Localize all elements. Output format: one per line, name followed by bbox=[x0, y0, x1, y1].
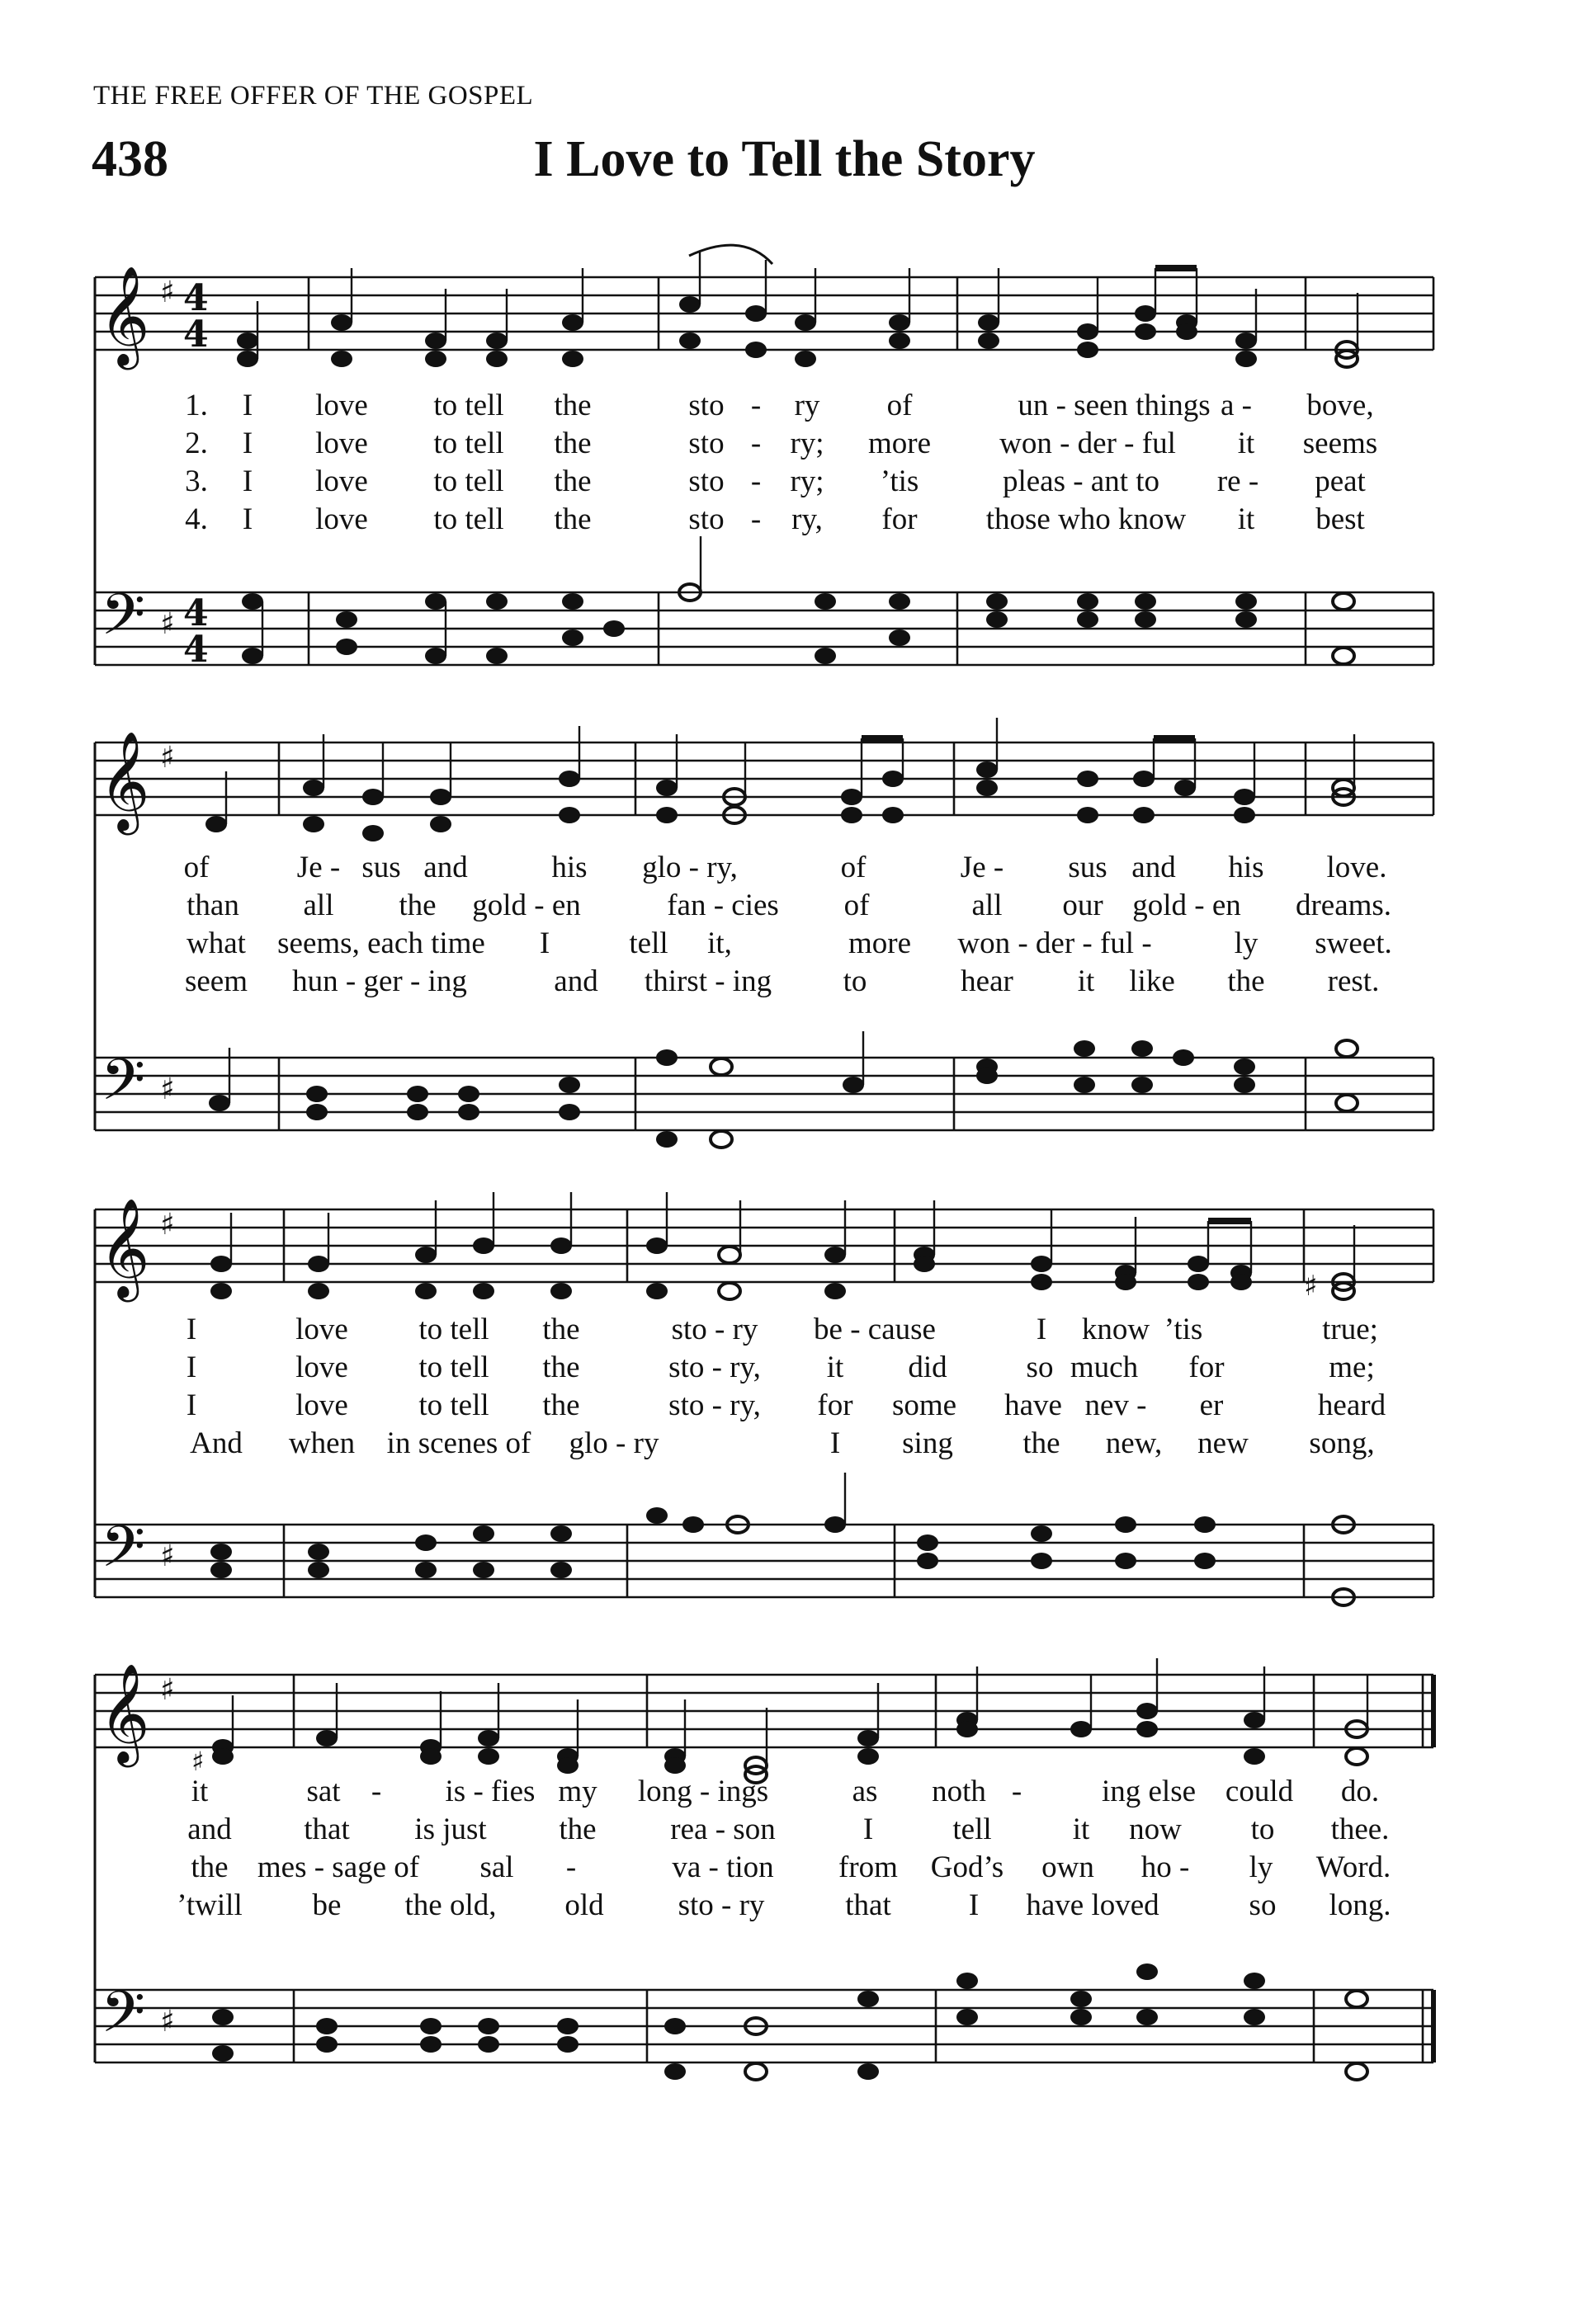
lyric-syllable: like bbox=[1129, 964, 1175, 998]
lyric-syllable: a - bbox=[1221, 389, 1252, 422]
lyric-syllable: than bbox=[187, 889, 239, 922]
lyric-syllable: ing else bbox=[1101, 1775, 1197, 1808]
lyric-syllable: more bbox=[848, 926, 912, 960]
bass-clef-icon: 𝄢 bbox=[101, 581, 146, 662]
lyric-syllable: Je - bbox=[960, 851, 1004, 884]
lyric-syllable: it bbox=[1237, 502, 1255, 536]
lyric-syllable: - bbox=[750, 502, 762, 536]
bass-staff bbox=[95, 1525, 1433, 1597]
lyric-syllable: I bbox=[862, 1813, 874, 1846]
lyric-syllable: sto - ry, bbox=[668, 1388, 761, 1422]
lyric-syllable: to tell bbox=[418, 1351, 489, 1384]
lyric-syllable: his bbox=[1228, 851, 1264, 884]
lyric-line-verse-2 bbox=[0, 888, 1582, 926]
treble-notes bbox=[191, 1658, 1367, 1783]
lyric-syllable: and bbox=[423, 851, 468, 884]
lyric-syllable: noth bbox=[932, 1775, 986, 1808]
lyric-line-verse-3 bbox=[0, 1850, 1582, 1888]
lyric-syllable: the bbox=[1022, 1426, 1060, 1460]
lyric-syllable: and bbox=[187, 1813, 232, 1846]
lyric-syllable: ly bbox=[1249, 1850, 1273, 1884]
lyric-syllable: the bbox=[554, 389, 592, 422]
sharp-icon: ♯ bbox=[160, 2004, 175, 2039]
lyric-syllable: - bbox=[1011, 1775, 1022, 1808]
lyric-syllable: er bbox=[1199, 1388, 1224, 1422]
lyric-line-verse-2 bbox=[0, 1812, 1582, 1850]
lyric-syllable: ry; bbox=[790, 427, 824, 460]
sharp-icon: ♯ bbox=[160, 1539, 175, 1573]
lyric-syllable: and bbox=[1131, 851, 1176, 884]
svg-text:♯: ♯ bbox=[1304, 1270, 1318, 1303]
lyric-syllable: to tell bbox=[433, 464, 504, 498]
lyric-syllable: the bbox=[399, 889, 437, 922]
lyric-syllable: much bbox=[1070, 1351, 1139, 1384]
lyric-syllable: old bbox=[564, 1888, 604, 1922]
lyric-syllable: the bbox=[559, 1813, 597, 1846]
lyric-syllable: to tell bbox=[418, 1313, 489, 1346]
bass-staff bbox=[95, 592, 1433, 665]
lyric-syllable: is just bbox=[414, 1813, 487, 1846]
lyric-line-verse-1 bbox=[0, 1312, 1582, 1350]
lyric-syllable: did bbox=[908, 1351, 947, 1384]
lyric-syllable: the bbox=[542, 1351, 580, 1384]
lyric-syllable: as bbox=[852, 1775, 878, 1808]
lyric-syllable: of bbox=[886, 389, 913, 422]
lyric-syllable: his bbox=[551, 851, 588, 884]
lyric-syllable: love bbox=[315, 427, 368, 460]
lyric-syllable: of bbox=[843, 889, 870, 922]
lyric-syllable: of bbox=[183, 851, 210, 884]
lyric-syllable: and bbox=[554, 964, 598, 998]
lyric-syllable: fan - cies bbox=[667, 889, 779, 922]
lyric-syllable: now bbox=[1129, 1813, 1182, 1846]
lyric-syllable: love bbox=[315, 464, 368, 498]
lyric-syllable: the bbox=[542, 1388, 580, 1422]
lyric-syllable: I bbox=[242, 464, 253, 498]
lyric-syllable: it bbox=[1237, 427, 1255, 460]
lyric-syllable: have loved bbox=[1026, 1888, 1159, 1922]
lyric-syllable: rea - son bbox=[670, 1813, 776, 1846]
lyric-syllable: re - bbox=[1216, 464, 1259, 498]
lyric-syllable: I bbox=[242, 502, 253, 536]
lyric-syllable: is - fies bbox=[445, 1775, 536, 1808]
lyric-syllable: long. bbox=[1329, 1888, 1391, 1922]
lyric-syllable: heard bbox=[1317, 1388, 1386, 1422]
lyric-syllable: more bbox=[867, 427, 932, 460]
lyric-syllable: I bbox=[186, 1351, 197, 1384]
lyric-syllable: the bbox=[542, 1313, 580, 1346]
lyric-syllable: thirst - ing bbox=[644, 964, 772, 998]
lyric-syllable: song, bbox=[1309, 1426, 1375, 1460]
lyric-syllable: sto bbox=[688, 464, 725, 498]
lyric-syllable: I bbox=[242, 427, 253, 460]
lyric-syllable: God’s bbox=[930, 1850, 1004, 1884]
lyric-syllable: won - der - ful bbox=[999, 427, 1176, 460]
lyric-syllable: do. bbox=[1340, 1775, 1380, 1808]
section-label: THE FREE OFFER OF THE GOSPEL bbox=[93, 81, 534, 111]
lyric-syllable: un - seen things bbox=[1018, 389, 1211, 422]
svg-text:♯: ♯ bbox=[191, 1746, 205, 1777]
lyric-syllable: I bbox=[539, 926, 550, 960]
lyric-syllable: know bbox=[1081, 1313, 1150, 1346]
lyric-syllable: peat bbox=[1315, 464, 1366, 498]
lyric-syllable: sus bbox=[361, 851, 401, 884]
treble-staff bbox=[95, 742, 1433, 815]
lyric-syllable: glo - ry, bbox=[642, 851, 738, 884]
lyric-syllable: thee. bbox=[1330, 1813, 1390, 1846]
lyric-line-verse-4 bbox=[0, 1426, 1582, 1464]
sharp-icon: ♯ bbox=[160, 275, 175, 309]
lyric-syllable: love bbox=[295, 1351, 348, 1384]
lyric-syllable: 3. bbox=[185, 464, 208, 498]
lyric-syllable: hear bbox=[961, 964, 1013, 998]
lyric-line-verse-4 bbox=[0, 502, 1582, 540]
lyric-syllable: hun - ger - ing bbox=[292, 964, 467, 998]
lyric-syllable: I bbox=[186, 1313, 197, 1346]
lyric-syllable: Word. bbox=[1315, 1850, 1391, 1884]
lyric-syllable: nev - bbox=[1084, 1388, 1147, 1422]
sharp-icon: ♯ bbox=[160, 740, 175, 775]
lyric-syllable: sto - ry, bbox=[668, 1351, 761, 1384]
lyric-syllable: when bbox=[288, 1426, 356, 1460]
lyric-syllable: it bbox=[1077, 964, 1095, 998]
lyric-syllable: - bbox=[750, 427, 762, 460]
lyric-line-verse-4 bbox=[0, 1888, 1582, 1926]
lyric-syllable: to tell bbox=[433, 389, 504, 422]
lyric-syllable: that bbox=[845, 1888, 891, 1922]
lyric-syllable: sto - ry bbox=[678, 1888, 765, 1922]
lyric-syllable: Je - bbox=[296, 851, 341, 884]
lyric-line-verse-3 bbox=[0, 464, 1582, 502]
lyric-syllable: sto bbox=[688, 427, 725, 460]
bass-staff bbox=[95, 1058, 1433, 1130]
lyric-syllable: tell bbox=[629, 926, 668, 960]
lyric-syllable: to bbox=[1250, 1813, 1275, 1846]
lyric-syllable: I bbox=[242, 389, 253, 422]
lyric-syllable: in scenes of bbox=[386, 1426, 531, 1460]
sharp-icon: ♯ bbox=[160, 1207, 175, 1242]
time-signature: 4 bbox=[183, 277, 209, 319]
lyric-syllable: sing bbox=[902, 1426, 953, 1460]
lyric-syllable: I bbox=[186, 1388, 197, 1422]
bass-notes bbox=[210, 1473, 1354, 1605]
lyric-syllable: own bbox=[1041, 1850, 1094, 1884]
lyric-syllable: ’twill bbox=[177, 1888, 243, 1922]
lyric-syllable: seems bbox=[1302, 427, 1378, 460]
lyric-syllable: sto - ry bbox=[671, 1313, 758, 1346]
lyric-syllable: - bbox=[750, 464, 762, 498]
lyric-syllable: that bbox=[304, 1813, 350, 1846]
lyric-syllable: the bbox=[191, 1850, 229, 1884]
lyric-syllable: tell bbox=[952, 1813, 992, 1846]
lyric-syllable: some bbox=[891, 1388, 957, 1422]
lyric-syllable: 2. bbox=[185, 427, 208, 460]
lyric-syllable: long - ings bbox=[637, 1775, 769, 1808]
lyric-line-verse-3 bbox=[0, 926, 1582, 964]
lyric-syllable: the bbox=[554, 464, 592, 498]
treble-staff bbox=[95, 1675, 1433, 1747]
lyric-syllable: those who know bbox=[985, 502, 1187, 536]
lyric-line-verse-2 bbox=[0, 1350, 1582, 1388]
lyric-syllable: love bbox=[295, 1388, 348, 1422]
lyric-syllable: best bbox=[1315, 502, 1365, 536]
bass-clef-icon: 𝄢 bbox=[101, 1046, 146, 1127]
lyric-syllable: ly bbox=[1234, 926, 1259, 960]
lyric-syllable: I bbox=[968, 1888, 980, 1922]
lyric-syllable: my bbox=[558, 1775, 597, 1808]
treble-clef-icon: 𝄞 bbox=[99, 1197, 150, 1298]
bass-clef-icon: 𝄢 bbox=[101, 1513, 146, 1594]
lyric-syllable: all bbox=[303, 889, 334, 922]
hymn-title bbox=[0, 130, 1582, 189]
sharp-icon: ♯ bbox=[160, 1072, 175, 1106]
lyric-syllable: the bbox=[554, 502, 592, 536]
lyric-syllable: me; bbox=[1329, 1351, 1375, 1384]
lyric-syllable: 1. bbox=[185, 389, 208, 422]
time-signature: 4 bbox=[183, 313, 209, 356]
lyric-syllable: va - tion bbox=[672, 1850, 774, 1884]
lyric-line-verse-1 bbox=[0, 850, 1582, 888]
lyric-syllable: be - cause bbox=[814, 1313, 936, 1346]
lyric-syllable: pleas - ant to bbox=[1002, 464, 1160, 498]
lyric-syllable: true; bbox=[1322, 1313, 1378, 1346]
lyric-syllable: I bbox=[829, 1426, 841, 1460]
sharp-icon: ♯ bbox=[160, 606, 175, 641]
lyric-syllable: sto bbox=[688, 502, 725, 536]
lyric-syllable: for bbox=[817, 1388, 853, 1422]
lyric-syllable: new, bbox=[1105, 1426, 1163, 1460]
lyric-syllable: so bbox=[1026, 1351, 1054, 1384]
lyric-syllable: ’tis bbox=[1164, 1313, 1203, 1346]
lyric-syllable: so bbox=[1249, 1888, 1277, 1922]
lyric-syllable: seems, each time bbox=[277, 926, 485, 960]
lyric-syllable: sus bbox=[1068, 851, 1107, 884]
lyric-syllable: it bbox=[826, 1351, 844, 1384]
treble-clef-icon: 𝄞 bbox=[99, 730, 150, 831]
lyric-syllable: glo - ry bbox=[569, 1426, 659, 1460]
bass-notes bbox=[242, 536, 1354, 664]
lyric-syllable: to tell bbox=[418, 1388, 489, 1422]
lyric-syllable: to bbox=[843, 964, 867, 998]
lyric-line-verse-1 bbox=[0, 1774, 1582, 1812]
lyric-line-verse-3 bbox=[0, 1388, 1582, 1426]
lyric-syllable: I bbox=[1036, 1313, 1047, 1346]
lyric-syllable: dreams. bbox=[1295, 889, 1392, 922]
lyric-syllable: - bbox=[565, 1850, 577, 1884]
lyric-syllable: 4. bbox=[185, 502, 208, 536]
lyric-syllable: new bbox=[1197, 1426, 1249, 1460]
lyric-syllable: bove, bbox=[1306, 389, 1374, 422]
lyric-syllable: ’tis bbox=[880, 464, 919, 498]
lyric-syllable: gold - en bbox=[472, 889, 581, 922]
lyric-syllable: for bbox=[1188, 1351, 1225, 1384]
bass-clef-icon: 𝄢 bbox=[101, 1978, 146, 2059]
lyric-syllable: seem bbox=[184, 964, 248, 998]
lyric-syllable: of bbox=[840, 851, 867, 884]
lyric-syllable: love bbox=[315, 389, 368, 422]
lyric-syllable: sto bbox=[688, 389, 725, 422]
hymn-title-text: I Love to Tell the Story bbox=[533, 131, 1036, 187]
lyric-line-verse-1 bbox=[0, 388, 1582, 426]
lyric-syllable: love bbox=[315, 502, 368, 536]
lyric-syllable: gold - en bbox=[1132, 889, 1241, 922]
time-signature: 4 bbox=[183, 629, 209, 671]
treble-clef-icon: 𝄞 bbox=[99, 1662, 150, 1763]
lyric-syllable: ho - bbox=[1140, 1850, 1190, 1884]
lyric-syllable: be bbox=[312, 1888, 342, 1922]
lyric-syllable: won - der - ful - bbox=[957, 926, 1152, 960]
lyric-syllable: from bbox=[838, 1850, 898, 1884]
lyric-syllable: sweet. bbox=[1315, 926, 1392, 960]
lyric-syllable: it bbox=[191, 1775, 209, 1808]
lyric-syllable: ry, bbox=[791, 502, 823, 536]
lyric-syllable: the old, bbox=[404, 1888, 497, 1922]
lyric-syllable: love bbox=[295, 1313, 348, 1346]
lyric-syllable: sat bbox=[306, 1775, 341, 1808]
lyric-syllable: the bbox=[1227, 964, 1265, 998]
lyric-syllable: could bbox=[1225, 1775, 1294, 1808]
lyric-syllable: our bbox=[1062, 889, 1103, 922]
lyric-syllable: it, bbox=[707, 926, 732, 960]
lyric-syllable: - bbox=[750, 389, 762, 422]
sharp-icon: ♯ bbox=[160, 1672, 175, 1707]
lyric-syllable: love. bbox=[1326, 851, 1387, 884]
lyric-syllable: to tell bbox=[433, 427, 504, 460]
lyric-syllable: all bbox=[971, 889, 1003, 922]
lyric-syllable: ry bbox=[794, 389, 820, 422]
lyric-syllable: for bbox=[881, 502, 918, 536]
lyric-syllable: And bbox=[190, 1426, 243, 1460]
lyric-line-verse-4 bbox=[0, 964, 1582, 1002]
lyric-syllable: the bbox=[554, 427, 592, 460]
time-signature: 4 bbox=[183, 592, 209, 634]
lyric-syllable: have bbox=[1004, 1388, 1062, 1422]
lyric-syllable: sal bbox=[479, 1850, 514, 1884]
hymn-number: 438 bbox=[92, 131, 168, 187]
lyric-line-verse-2 bbox=[0, 426, 1582, 464]
treble-clef-icon: 𝄞 bbox=[99, 265, 150, 365]
lyric-syllable: - bbox=[371, 1775, 382, 1808]
lyric-syllable: ry; bbox=[790, 464, 824, 498]
bass-staff bbox=[95, 1990, 1433, 2062]
lyric-syllable: rest. bbox=[1327, 964, 1380, 998]
lyric-syllable: to tell bbox=[433, 502, 504, 536]
lyric-syllable: what bbox=[187, 926, 246, 960]
lyric-syllable: it bbox=[1072, 1813, 1090, 1846]
lyric-syllable: mes - sage of bbox=[257, 1850, 420, 1884]
